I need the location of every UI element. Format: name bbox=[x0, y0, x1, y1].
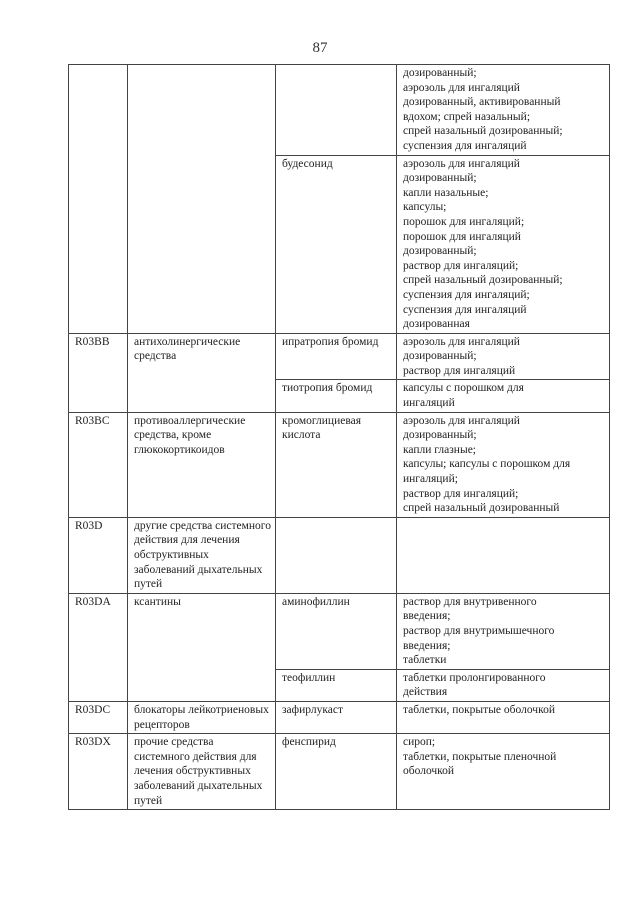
table-row bbox=[69, 65, 610, 156]
dosage-form-line: введения; bbox=[403, 639, 451, 652]
dosage-form-line: таблетки bbox=[403, 654, 447, 667]
dosage-form-line: суспензия для ингаляций; bbox=[403, 288, 530, 301]
dosage-form-line: дозированный; bbox=[403, 67, 477, 79]
dosage-form-line: спрей назальный дозированный; bbox=[403, 125, 563, 138]
dosage-forms-cell bbox=[397, 517, 610, 593]
dosage-forms-cell bbox=[397, 65, 610, 156]
atc-code-cell: R03DC bbox=[69, 701, 128, 733]
table-row bbox=[69, 517, 610, 593]
dosage-form-line: капли назальные; bbox=[403, 186, 489, 199]
dosage-form-line: действия bbox=[403, 686, 448, 699]
drug-table-body bbox=[69, 65, 610, 810]
dosage-form-line: дозированный; bbox=[403, 245, 477, 258]
dosage-forms-cell bbox=[397, 155, 610, 333]
dosage-forms-cell bbox=[397, 593, 610, 669]
dosage-form-line: раствор для внутривенного bbox=[403, 595, 537, 608]
dosage-forms-cell bbox=[397, 412, 610, 517]
atc-code-cell: R03DA bbox=[69, 593, 128, 701]
dosage-form-line: аэрозоль для ингаляций bbox=[403, 335, 520, 348]
table-row bbox=[69, 734, 610, 810]
dosage-form-line: дозированный; bbox=[403, 429, 477, 442]
dosage-form-line: аэрозоль для ингаляций bbox=[403, 81, 520, 94]
dosage-form-line: капсулы; bbox=[403, 201, 447, 214]
dosage-form-line: дозированная bbox=[403, 318, 470, 331]
pharmacological-group-cell: другие средства системного действия для лечения обструктивных заболеваний дыхательных путей bbox=[128, 517, 276, 593]
table-row bbox=[69, 701, 610, 733]
dosage-form-line: спрей назальный дозированный; bbox=[403, 274, 563, 287]
drug-name-cell: фенспирид bbox=[276, 734, 397, 810]
pharmacological-group-cell: противоаллергические средства, кроме глюкокортикоидов bbox=[128, 412, 276, 517]
atc-code-cell: R03BB bbox=[69, 333, 128, 412]
table-row bbox=[69, 333, 610, 380]
drug-name-cell: аминофиллин bbox=[276, 593, 397, 669]
dosage-forms-cell bbox=[397, 669, 610, 701]
drug-name-cell bbox=[276, 517, 397, 593]
drug-name-cell: ипратропия бромид bbox=[276, 333, 397, 380]
dosage-form-line: дозированный; bbox=[403, 350, 477, 363]
atc-code-cell bbox=[69, 65, 128, 334]
drug-name-cell: кромоглициевая кислота bbox=[276, 412, 397, 517]
drug-name-cell: тиотропия бромид bbox=[276, 380, 397, 412]
dosage-form-line: таблетки пролонгированного bbox=[403, 671, 546, 684]
drug-table bbox=[68, 64, 610, 810]
dosage-forms-cell bbox=[397, 333, 610, 380]
dosage-form-line: спрей назальный дозированный bbox=[403, 502, 560, 515]
dosage-form-line: ингаляций; bbox=[403, 473, 458, 486]
atc-code-cell: R03D bbox=[69, 517, 128, 593]
dosage-form-line: аэрозоль для ингаляций bbox=[403, 157, 520, 170]
dosage-form-line: суспензия для ингаляций bbox=[403, 139, 527, 152]
drug-name-cell bbox=[276, 65, 397, 156]
dosage-form-line: капсулы с порошком для bbox=[403, 382, 524, 395]
pharmacological-group-cell: блокаторы лейкотриеновых рецепторов bbox=[128, 701, 276, 733]
dosage-form-line: раствор для ингаляций; bbox=[403, 487, 519, 500]
dosage-form-line: таблетки, покрытые оболочкой bbox=[403, 703, 555, 716]
dosage-form-line: сироп; bbox=[403, 736, 436, 749]
drug-name-cell: будесонид bbox=[276, 155, 397, 333]
dosage-form-line: капсулы; капсулы с порошком для bbox=[403, 458, 571, 471]
pharmacological-group-cell bbox=[128, 65, 276, 334]
dosage-form-line: раствор для ингаляций; bbox=[403, 259, 519, 272]
dosage-form-line: оболочкой bbox=[403, 765, 455, 778]
pharmacological-group-cell: прочие средства системного действия для лечения обструктивных заболеваний дыхательных путей bbox=[128, 734, 276, 810]
dosage-form-line: порошок для ингаляций; bbox=[403, 215, 525, 228]
pharmacological-group-cell: антихолинергические средства bbox=[128, 333, 276, 412]
dosage-form-line: дозированный; bbox=[403, 172, 477, 185]
dosage-form-line: капли глазные; bbox=[403, 443, 476, 456]
atc-code-cell: R03BC bbox=[69, 412, 128, 517]
table-row bbox=[69, 593, 610, 669]
dosage-form-line: введения; bbox=[403, 610, 451, 623]
pharmacological-group-cell: ксантины bbox=[128, 593, 276, 701]
page-number: 87 bbox=[312, 40, 328, 56]
dosage-forms-cell bbox=[397, 701, 610, 733]
dosage-form-line: дозированный, активированный bbox=[403, 96, 561, 109]
dosage-form-line: суспензия для ингаляций bbox=[403, 303, 527, 316]
drug-name-cell: зафирлукаст bbox=[276, 701, 397, 733]
dosage-forms-cell bbox=[397, 380, 610, 412]
dosage-form-line: аэрозоль для ингаляций bbox=[403, 414, 520, 427]
dosage-form-line: раствор для внутримышечного bbox=[403, 624, 555, 637]
dosage-form-line: раствор для ингаляций bbox=[403, 364, 516, 377]
dosage-form-line: таблетки, покрытые пленочной bbox=[403, 750, 557, 763]
dosage-form-line: порошок для ингаляций bbox=[403, 230, 521, 243]
drug-name-cell: теофиллин bbox=[276, 669, 397, 701]
table-row bbox=[69, 412, 610, 517]
dosage-form-line: ингаляций bbox=[403, 397, 455, 410]
atc-code-cell: R03DX bbox=[69, 734, 128, 810]
dosage-forms-cell bbox=[397, 734, 610, 810]
dosage-form-line: вдохом; спрей назальный; bbox=[403, 110, 531, 123]
